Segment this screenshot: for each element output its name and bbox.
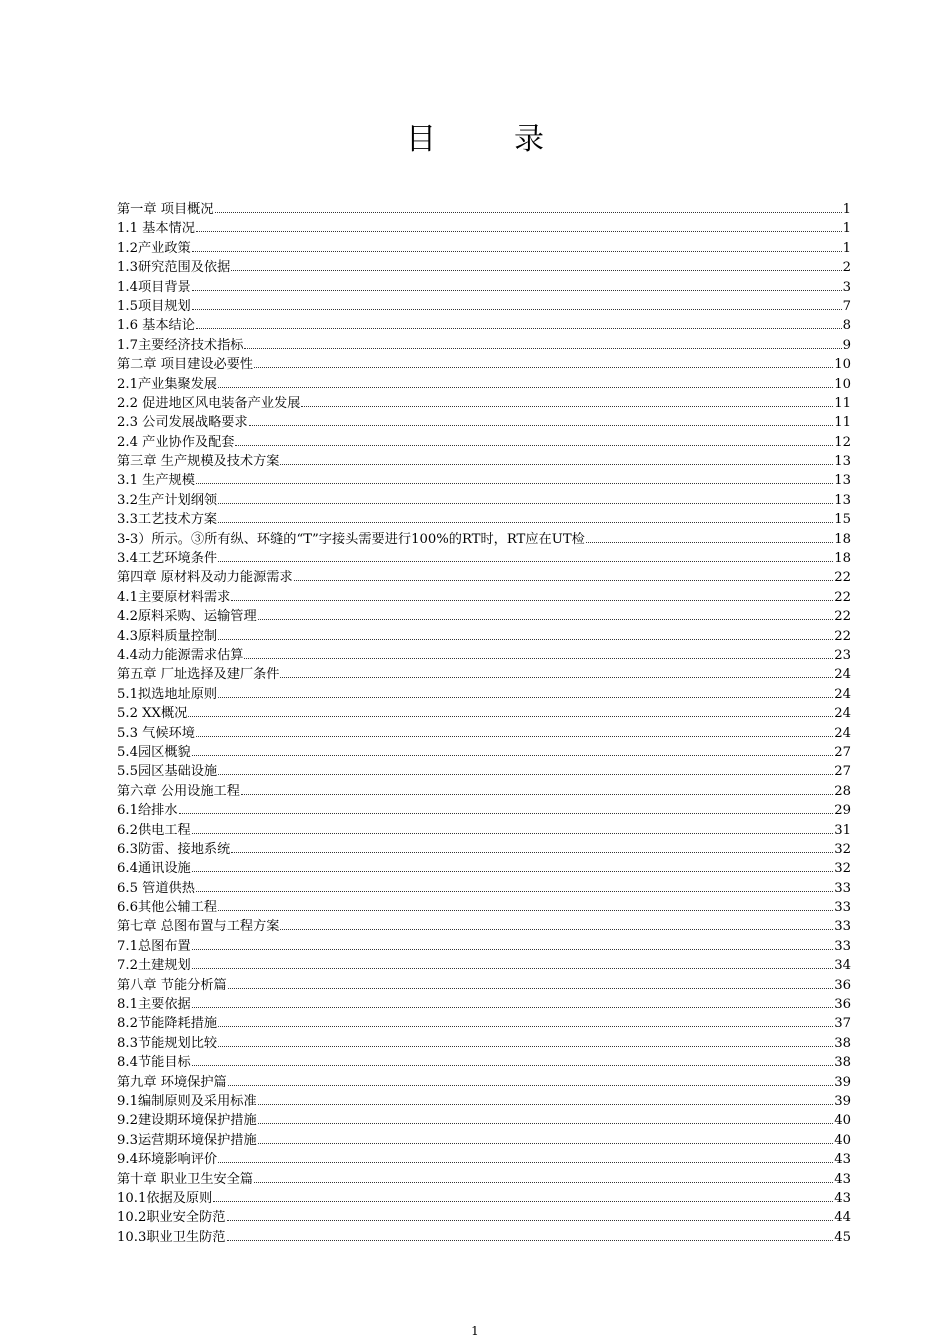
dot-leader	[218, 1046, 833, 1047]
toc-entry[interactable]	[117, 491, 851, 510]
dot-leader	[196, 736, 833, 737]
toc-entry-page: 40	[834, 1132, 851, 1148]
toc-entry-page: 10	[834, 376, 851, 392]
toc-entry-page: 11	[834, 395, 851, 411]
toc-entry[interactable]	[117, 782, 851, 801]
toc-entry[interactable]	[117, 724, 851, 743]
dot-leader	[228, 988, 834, 989]
toc-entry[interactable]	[117, 1208, 851, 1227]
dot-leader	[258, 1104, 834, 1105]
toc-entry[interactable]	[117, 743, 851, 762]
toc-entry[interactable]	[117, 685, 851, 704]
toc-entry-title: 第九章 环境保护篇	[117, 1074, 227, 1090]
toc-entry[interactable]	[117, 219, 851, 238]
toc-entry-page: 13	[834, 454, 851, 470]
toc-entry-title: 9.2建设期环境保护措施	[117, 1113, 257, 1129]
toc-entry-title: 6.1给排水	[117, 803, 178, 819]
toc-entry-title: 6.2供电工程	[117, 822, 191, 838]
toc-entry[interactable]	[117, 316, 851, 335]
toc-entry-title: 9.3运营期环境保护措施	[117, 1132, 257, 1148]
toc-entry-title: 第六章 公用设施工程	[117, 783, 240, 799]
dot-leader	[192, 1065, 833, 1066]
toc-entry-title: 6.6其他公辅工程	[117, 900, 218, 916]
dot-leader	[227, 1240, 834, 1241]
toc-entry-title: 4.2原料采购、运输管理	[117, 609, 257, 625]
toc-entry[interactable]	[117, 956, 851, 975]
toc-entry[interactable]	[117, 917, 851, 936]
toc-entry[interactable]	[117, 976, 851, 995]
toc-entry[interactable]	[117, 646, 851, 665]
toc-entry[interactable]	[117, 840, 851, 859]
toc-entry-title: 第三章 生产规模及技术方案	[117, 454, 280, 470]
toc-entry-title: 5.5园区基础设施	[117, 764, 218, 780]
toc-entry-page: 43	[834, 1190, 851, 1206]
toc-entry[interactable]	[117, 1092, 851, 1111]
toc-entry[interactable]	[117, 471, 851, 490]
toc-entry-title: 1.3研究范围及依据	[117, 260, 231, 276]
dot-leader	[215, 212, 842, 213]
toc-entry[interactable]	[117, 239, 851, 258]
dot-leader	[218, 910, 833, 911]
toc-entry-title: 1.4项目背景	[117, 279, 191, 295]
toc-entry[interactable]	[117, 1034, 851, 1053]
toc-entry-page: 39	[834, 1074, 851, 1090]
toc-entry[interactable]	[117, 665, 851, 684]
dot-leader	[179, 813, 834, 814]
dot-leader	[249, 425, 834, 426]
toc-entry[interactable]	[117, 355, 851, 374]
toc-entry-page: 34	[834, 958, 851, 974]
toc-entry-title: 8.1主要依据	[117, 997, 191, 1013]
toc-entry-title: 1.6 基本结论	[117, 318, 195, 334]
toc-entry-title: 6.3防雷、接地系统	[117, 841, 231, 857]
toc-entry-title: 10.1依据及原则	[117, 1190, 213, 1206]
dot-leader	[280, 929, 833, 930]
toc-entry[interactable]	[117, 510, 851, 529]
toc-entry-title: 4.4动力能源需求估算	[117, 647, 244, 663]
toc-entry-title: 5.3 气候环境	[117, 725, 195, 741]
toc-entry[interactable]	[117, 1228, 851, 1247]
toc-entry-page: 1	[842, 221, 851, 237]
toc-entry[interactable]	[117, 704, 851, 723]
toc-entry[interactable]	[117, 898, 851, 917]
dot-leader	[586, 542, 833, 543]
dot-leader	[254, 1182, 833, 1183]
dot-leader	[244, 658, 833, 659]
toc-entry-title: 7.1总图布置	[117, 938, 191, 954]
toc-entry-page: 43	[834, 1152, 851, 1168]
toc-entry[interactable]	[117, 394, 851, 413]
toc-entry[interactable]	[117, 1150, 851, 1169]
toc-entry-page: 33	[834, 880, 851, 896]
toc-entry-page: 11	[834, 415, 851, 431]
toc-entry[interactable]	[117, 336, 851, 355]
toc-entry-page: 1	[842, 240, 851, 256]
dot-leader	[228, 1085, 834, 1086]
dot-leader	[192, 833, 833, 834]
toc-entry[interactable]	[117, 588, 851, 607]
toc-entry[interactable]	[117, 413, 851, 432]
page-title: 目录	[406, 122, 622, 157]
toc-entry-title: 3-3）所示。③所有纵、环缝的“T”字接头需要进行100%的RT时，RT应在UT检	[117, 531, 585, 547]
toc-entry-page: 24	[834, 667, 851, 683]
toc-entry-page: 2	[842, 260, 851, 276]
dot-leader	[213, 1201, 833, 1202]
dot-leader	[280, 677, 833, 678]
toc-entry[interactable]	[117, 607, 851, 626]
toc-entry-page: 38	[834, 1055, 851, 1071]
toc-entry-title: 6.4通讯设施	[117, 861, 191, 877]
dot-leader	[218, 561, 833, 562]
dot-leader	[218, 503, 833, 504]
toc-entry[interactable]	[117, 433, 851, 452]
toc-entry[interactable]	[117, 627, 851, 646]
toc-entry-title: 第四章 原材料及动力能源需求	[117, 570, 293, 586]
toc-entry-title: 8.2节能降耗措施	[117, 1016, 218, 1032]
table-of-contents	[117, 200, 851, 1247]
toc-entry[interactable]	[117, 821, 851, 840]
toc-entry-title: 第二章 项目建设必要性	[117, 357, 254, 373]
dot-leader	[192, 251, 842, 252]
dot-leader	[231, 600, 833, 601]
toc-entry-page: 15	[834, 512, 851, 528]
dot-leader	[280, 464, 833, 465]
toc-entry-page: 24	[834, 725, 851, 741]
toc-entry-title: 5.1拟选地址原则	[117, 686, 218, 702]
toc-entry-title: 第十章 职业卫生安全篇	[117, 1171, 254, 1187]
dot-leader	[192, 309, 842, 310]
dot-leader	[241, 794, 833, 795]
toc-entry-title: 10.3职业卫生防范	[117, 1229, 226, 1245]
toc-entry-title: 1.2产业政策	[117, 240, 191, 256]
toc-entry-page: 22	[834, 609, 851, 625]
toc-entry-page: 39	[834, 1093, 851, 1109]
toc-entry[interactable]	[117, 1131, 851, 1150]
dot-leader	[218, 387, 833, 388]
toc-entry-title: 1.1 基本情况	[117, 221, 195, 237]
toc-entry[interactable]	[117, 278, 851, 297]
toc-entry-page: 27	[834, 764, 851, 780]
toc-entry-page: 29	[834, 803, 851, 819]
toc-entry[interactable]	[117, 995, 851, 1014]
toc-entry-title: 4.1主要原材料需求	[117, 589, 231, 605]
toc-entry-page: 31	[834, 822, 851, 838]
toc-entry-title: 第八章 节能分析篇	[117, 977, 227, 993]
toc-entry-title: 3.2生产计划纲领	[117, 492, 218, 508]
dot-leader	[218, 639, 833, 640]
toc-entry[interactable]	[117, 1111, 851, 1130]
dot-leader	[192, 968, 833, 969]
toc-entry[interactable]	[117, 568, 851, 587]
toc-entry[interactable]	[117, 258, 851, 277]
toc-entry-page: 43	[834, 1171, 851, 1187]
toc-entry-page: 38	[834, 1035, 851, 1051]
dot-leader	[258, 1123, 834, 1124]
toc-entry-page: 7	[842, 298, 851, 314]
toc-entry[interactable]	[117, 879, 851, 898]
dot-leader	[244, 348, 841, 349]
toc-entry-page: 1	[842, 202, 851, 217]
toc-entry-page: 45	[834, 1229, 851, 1245]
toc-entry-page: 32	[834, 861, 851, 877]
toc-entry-title: 6.5 管道供热	[117, 880, 195, 896]
toc-entry-page: 33	[834, 938, 851, 954]
toc-entry[interactable]	[117, 937, 851, 956]
dot-leader	[258, 619, 834, 620]
toc-entry[interactable]	[117, 801, 851, 820]
toc-entry-page: 12	[834, 434, 851, 450]
toc-entry-page: 9	[842, 337, 851, 353]
toc-entry-title: 3.3工艺技术方案	[117, 512, 218, 528]
toc-entry[interactable]	[117, 859, 851, 878]
toc-entry-title: 第七章 总图布置与工程方案	[117, 919, 280, 935]
dot-leader	[192, 1007, 833, 1008]
toc-entry-title: 2.2 促进地区风电装备产业发展	[117, 395, 301, 411]
dot-leader	[254, 367, 833, 368]
toc-entry-title: 2.3 公司发展战略要求	[117, 415, 248, 431]
dot-leader	[196, 328, 842, 329]
toc-entry[interactable]	[117, 530, 851, 549]
toc-entry-page: 36	[834, 977, 851, 993]
toc-entry[interactable]	[117, 452, 851, 471]
dot-leader	[196, 231, 842, 232]
toc-entry-title: 9.4环境影响评价	[117, 1152, 218, 1168]
toc-entry-page: 32	[834, 841, 851, 857]
toc-entry-title: 第五章 厂址选择及建厂条件	[117, 667, 280, 683]
toc-entry-page: 18	[834, 531, 851, 547]
dot-leader	[231, 852, 833, 853]
toc-entry-page: 33	[834, 900, 851, 916]
toc-entry[interactable]	[117, 1014, 851, 1033]
dot-leader	[192, 949, 833, 950]
dot-leader	[188, 716, 833, 717]
toc-entry-title: 5.4园区概貌	[117, 744, 191, 760]
toc-entry[interactable]	[117, 1073, 851, 1092]
toc-entry-page: 33	[834, 919, 851, 935]
toc-entry-title: 5.2 XX概况	[117, 706, 188, 722]
dot-leader	[294, 580, 834, 581]
toc-entry-title: 7.2土建规划	[117, 958, 191, 974]
dot-leader	[218, 697, 833, 698]
toc-entry-page: 44	[834, 1210, 851, 1226]
toc-entry-page: 37	[834, 1016, 851, 1032]
toc-entry-page: 18	[834, 551, 851, 567]
toc-entry-page: 13	[834, 492, 851, 508]
toc-entry-title: 8.3节能规划比较	[117, 1035, 218, 1051]
toc-entry-title: 1.7主要经济技术指标	[117, 337, 244, 353]
toc-entry-page: 10	[834, 357, 851, 373]
dot-leader	[235, 445, 833, 446]
toc-entry-title: 1.5项目规划	[117, 298, 191, 314]
toc-entry-title: 2.1产业集聚发展	[117, 376, 218, 392]
toc-entry[interactable]	[117, 1189, 851, 1208]
toc-entry[interactable]	[117, 200, 851, 219]
toc-entry-page: 28	[834, 783, 851, 799]
dot-leader	[218, 1162, 833, 1163]
dot-leader	[192, 290, 842, 291]
toc-entry-page: 36	[834, 997, 851, 1013]
toc-entry-title: 9.1编制原则及采用标准	[117, 1093, 257, 1109]
toc-entry-page: 8	[842, 318, 851, 334]
page-number: 1	[471, 1324, 479, 1338]
dot-leader	[196, 891, 833, 892]
toc-entry[interactable]	[117, 297, 851, 316]
dot-leader	[227, 1220, 834, 1221]
toc-entry-title: 第一章 项目概况	[117, 202, 214, 217]
dot-leader	[218, 522, 833, 523]
toc-entry-title: 3.4工艺环境条件	[117, 551, 218, 567]
toc-entry[interactable]	[117, 549, 851, 568]
toc-entry[interactable]	[117, 762, 851, 781]
toc-entry-page: 22	[834, 628, 851, 644]
toc-entry-title: 3.1 生产规模	[117, 473, 195, 489]
toc-entry-page: 22	[834, 570, 851, 586]
toc-entry-page: 24	[834, 706, 851, 722]
dot-leader	[196, 483, 833, 484]
dot-leader	[218, 1026, 833, 1027]
toc-entry-page: 3	[842, 279, 851, 295]
toc-entry-page: 40	[834, 1113, 851, 1129]
toc-entry-title: 4.3原料质量控制	[117, 628, 218, 644]
toc-entry[interactable]	[117, 1053, 851, 1072]
toc-entry-page: 13	[834, 473, 851, 489]
dot-leader	[301, 406, 833, 407]
toc-entry-page: 24	[834, 686, 851, 702]
dot-leader	[192, 871, 833, 872]
toc-entry-page: 27	[834, 744, 851, 760]
toc-entry-title: 10.2职业安全防范	[117, 1210, 226, 1226]
dot-leader	[258, 1143, 834, 1144]
dot-leader	[231, 270, 841, 271]
dot-leader	[218, 774, 833, 775]
toc-entry-title: 2.4 产业协作及配套	[117, 434, 235, 450]
dot-leader	[192, 755, 833, 756]
toc-entry[interactable]	[117, 1170, 851, 1189]
toc-entry[interactable]	[117, 375, 851, 394]
toc-entry-page: 22	[834, 589, 851, 605]
toc-entry-title: 8.4节能目标	[117, 1055, 191, 1071]
toc-entry-page: 23	[834, 647, 851, 663]
